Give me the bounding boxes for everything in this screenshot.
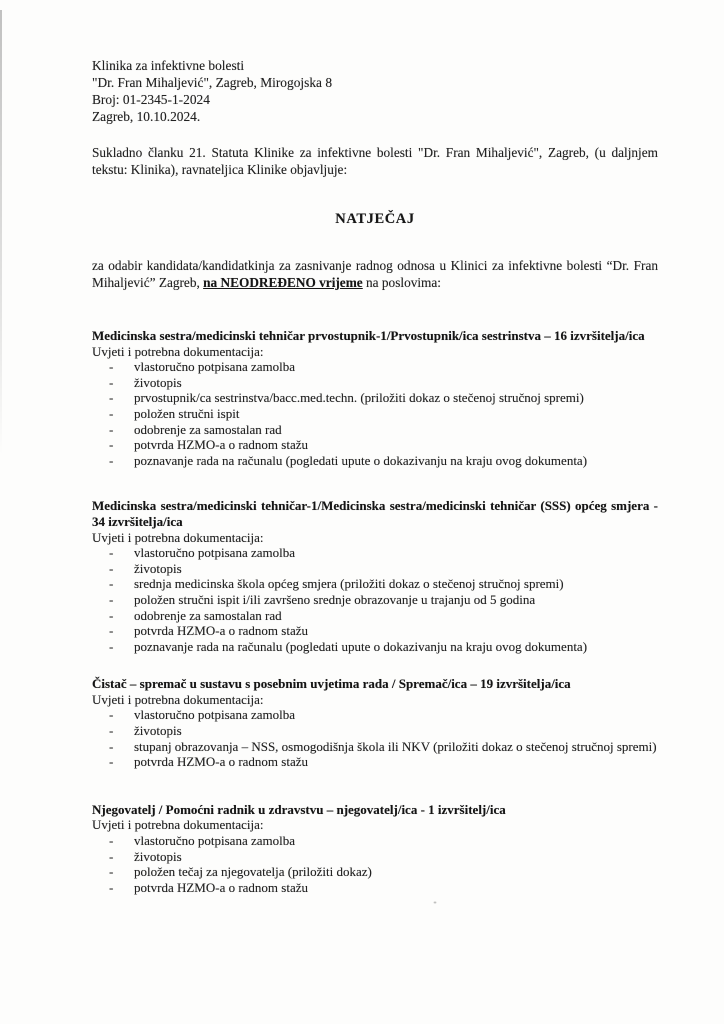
list-dash-marker: -: [109, 638, 114, 654]
scanner-edge-artifact: [0, 10, 2, 455]
document-title: NATJEČAJ: [335, 211, 415, 227]
page-content: [92, 57, 658, 895]
requirement-text: prvostupnik/ca sestrinstva/bacc.med.techn. (priložiti dokaz o stečenoj stručnoj spremi): [134, 390, 584, 406]
job-title: Medicinska sestra/medicinski tehničar-1/Medicinska sestra/medicinski tehničar (SSS) općeg smjera - 34 izvršitelja/ica: [92, 498, 658, 529]
job-section: [92, 328, 658, 468]
requirement-item: [92, 739, 658, 755]
requirement-text: poznavanje rada na računalu (pogledati upute o dokazivanju na kraju ovog dokumenta): [134, 638, 588, 654]
list-dash-marker: -: [109, 738, 114, 754]
requirement-text: potvrda HZMO-a o radnom stažu: [134, 437, 309, 453]
requirements-label: Uvjeti i potrebna dokumentacija:: [92, 529, 264, 545]
list-dash-marker: -: [109, 437, 114, 453]
list-dash-marker: -: [109, 707, 114, 723]
requirement-text: odobrenje za samostalan rad: [134, 421, 282, 437]
requirement-text: potvrda HZMO-a o radnom stažu: [134, 623, 309, 639]
requirement-item: [92, 375, 658, 391]
requirements-list: [92, 707, 658, 769]
list-dash-marker: -: [109, 591, 114, 607]
requirements-list: [92, 359, 658, 468]
requirement-text: vlastoručno potpisana zamolba: [134, 707, 296, 723]
requirement-item: [92, 576, 658, 592]
requirement-item: [92, 723, 658, 739]
requirement-text: vlastoručno potpisana zamolba: [134, 545, 296, 561]
requirement-text: srednja medicinska škola općeg smjera (priložiti dokaz o stečenoj stručnoj spremi): [134, 576, 564, 592]
requirements-label: Uvjeti i potrebna dokumentacija:: [92, 343, 264, 359]
list-dash-marker: -: [109, 452, 114, 468]
requirement-text: potvrda HZMO-a o radnom stažu: [134, 754, 309, 770]
requirement-item: [92, 453, 658, 469]
requirement-text: vlastoručno potpisana zamolba: [134, 833, 296, 849]
announcement-text-post: na poslovima:: [362, 274, 441, 290]
requirement-item: [92, 422, 658, 438]
requirement-text: životopis: [134, 723, 182, 739]
requirement-item: [92, 390, 658, 406]
requirement-text: vlastoručno potpisana zamolba: [134, 359, 296, 375]
letterhead-line: Broj: 01-2345-1-2024: [92, 92, 210, 107]
announcement-text-pre: za odabir kandidata/kandidatkinja za zasnivanje radnog odnosa u Klinici za infektivne bolesti “Dr. Fran Mihaljević” Zagreb,: [92, 258, 658, 290]
requirements-list: [92, 833, 658, 895]
announcement-paragraph: [92, 258, 658, 291]
requirement-text: životopis: [134, 560, 182, 576]
requirement-text: položen stručni ispit i/ili završeno srednje obrazovanje u trajanju od 5 godina: [134, 591, 536, 607]
list-dash-marker: -: [109, 545, 114, 561]
list-dash-marker: -: [109, 864, 114, 880]
list-dash-marker: -: [109, 833, 114, 849]
requirements-label: Uvjeti i potrebna dokumentacija:: [92, 817, 264, 833]
requirement-item: [92, 623, 658, 639]
job-title: Čistač – spremač u sustavu s posebnim uvjetima rada / Spremač/ica – 19 izvršitelja/ica: [92, 676, 571, 692]
requirement-item: [92, 359, 658, 375]
requirement-item: [92, 592, 658, 608]
list-dash-marker: -: [109, 560, 114, 576]
requirement-item: [92, 639, 658, 655]
list-dash-marker: -: [109, 374, 114, 390]
job-section: [92, 498, 658, 654]
requirement-item: [92, 754, 658, 770]
list-dash-marker: -: [109, 723, 114, 739]
list-dash-marker: -: [109, 879, 114, 895]
requirement-item: [92, 406, 658, 422]
requirement-item: [92, 561, 658, 577]
job-title: Medicinska sestra/medicinski tehničar prvostupnik-1/Prvostupnik/ica sestrinstva – 16 izvršitelja/ica: [92, 328, 645, 343]
requirement-item: [92, 880, 658, 896]
list-dash-marker: -: [109, 576, 114, 592]
requirement-text: položen stručni ispit: [134, 405, 240, 421]
list-dash-marker: -: [109, 754, 114, 770]
requirement-text: položen tečaj za njegovatelja (priložiti dokaz): [134, 864, 372, 880]
requirement-item: [92, 864, 658, 880]
requirement-item: [92, 545, 658, 561]
list-dash-marker: -: [109, 359, 114, 375]
letterhead-line: "Dr. Fran Mihaljević", Zagreb, Mirogojska 8: [92, 75, 333, 90]
intro-paragraph: Sukladno članku 21. Statuta Klinike za infektivne bolesti "Dr. Fran Mihaljević", Zagreb, (u daljnjem tekstu: Klinika), ravnateljica Klinike objavljuje:: [92, 145, 658, 177]
list-dash-marker: -: [109, 623, 114, 639]
requirement-item: [92, 437, 658, 453]
job-title: Njegovatelj / Pomoćni radnik u zdravstvu – njegovatelj/ica - 1 izvršitelj/ica: [92, 801, 506, 817]
job-sections: [92, 328, 658, 895]
requirement-item: [92, 707, 658, 723]
requirement-text: životopis: [134, 848, 182, 864]
list-dash-marker: -: [109, 848, 114, 864]
list-dash-marker: -: [109, 607, 114, 623]
scan-speck-artifact: [433, 901, 437, 904]
requirement-text: potvrda HZMO-a o radnom stažu: [134, 879, 309, 895]
job-section: [92, 676, 658, 770]
requirement-text: životopis: [134, 374, 182, 390]
list-dash-marker: -: [109, 421, 114, 437]
requirement-item: [92, 833, 658, 849]
requirement-text: odobrenje za samostalan rad: [134, 607, 282, 623]
letterhead-line: Zagreb, 10.10.2024.: [92, 109, 201, 124]
requirement-text: poznavanje rada na računalu (pogledati upute o dokazivanju na kraju ovog dokumenta): [134, 452, 588, 468]
job-section: [92, 802, 658, 896]
list-dash-marker: -: [109, 390, 114, 406]
letterhead: [92, 57, 658, 125]
requirement-item: [92, 849, 658, 865]
letterhead-line: Klinika za infektivne bolesti: [92, 58, 245, 73]
requirements-list: [92, 545, 658, 654]
announcement-emphasis: na NEODREĐENO vrijeme: [203, 274, 363, 290]
requirement-item: [92, 608, 658, 624]
requirement-text: stupanj obrazovanja – NSS, osmogodišnja škola ili NKV (priložiti dokaz o stečenoj stručnoj spremi): [134, 738, 657, 754]
list-dash-marker: -: [109, 405, 114, 421]
requirements-label: Uvjeti i potrebna dokumentacija:: [92, 691, 264, 707]
